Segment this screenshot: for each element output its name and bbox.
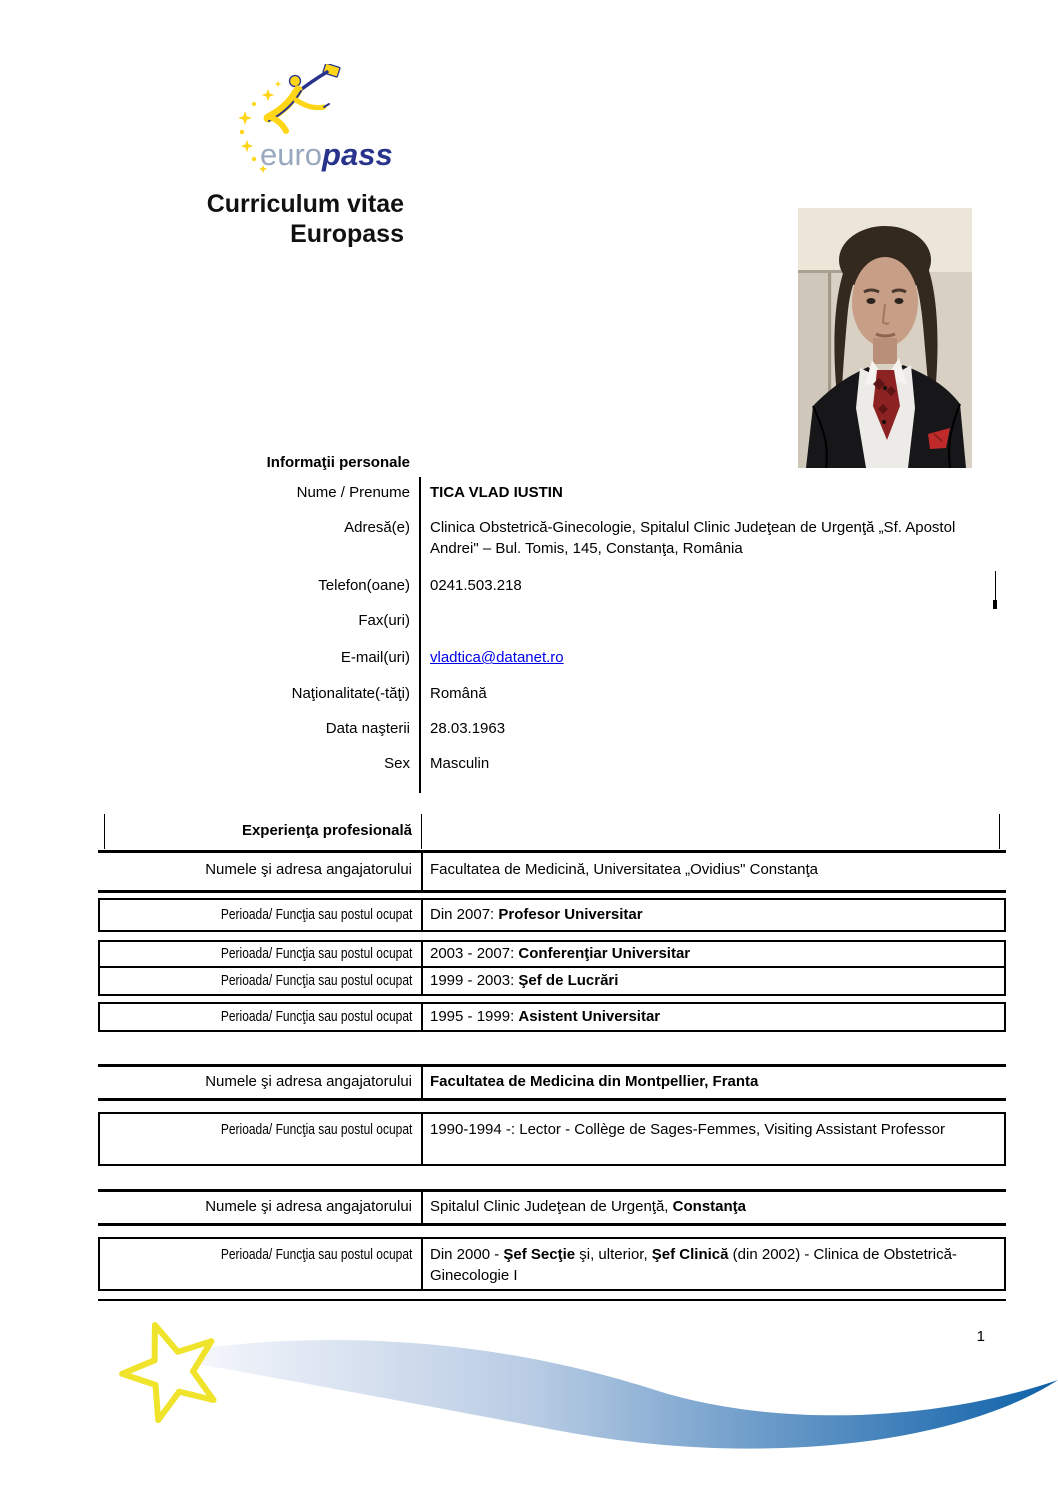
employer-label-1: Numele şi adresa angajatorului xyxy=(205,861,412,878)
field-value-sex: Masculin xyxy=(430,755,490,772)
field-value-address: Clinica Obstetrică-Ginecologie, Spitalul Clinic Judeţean de Urgenţă „Sf. Apostol Andrei" – Bul. Tomis, 145, Constanţa, România xyxy=(430,519,956,557)
period-label: Perioada/ Funcţia sau postul ocupat xyxy=(220,906,412,923)
title-line-2: Europass xyxy=(290,220,404,248)
period-row-box-2-3 xyxy=(98,940,1006,996)
table-rule xyxy=(98,1098,1006,1101)
period-row-box-6 xyxy=(98,1237,1006,1291)
field-value-nationality: Română xyxy=(430,685,487,702)
field-label-birthdate: Data naşterii xyxy=(325,720,410,737)
period-row-box-4 xyxy=(98,1002,1006,1032)
personal-info-column-divider xyxy=(419,477,421,793)
section-title-personal-info: Informaţii personale xyxy=(266,454,410,471)
field-value-birthdate: 28.03.1963 xyxy=(430,720,506,737)
period-row-divider xyxy=(421,1114,423,1164)
period-label: Perioada/ Funcţia sau postul ocupat xyxy=(220,945,412,962)
period-row-divider xyxy=(421,900,423,930)
text-cursor-mark-foot xyxy=(993,600,997,609)
period-value-5: 1990-1994 -: Lector - Collège de Sages-Femmes, Visiting Assistant Professor xyxy=(430,1121,945,1138)
footer-star-icon xyxy=(122,1325,213,1420)
table-rule-bottom xyxy=(98,1299,1006,1301)
employer-row-divider-2 xyxy=(421,1067,423,1098)
period-row-box-5 xyxy=(98,1112,1006,1166)
field-label-sex: Sex xyxy=(384,755,410,772)
portrait-photo xyxy=(798,208,972,468)
experience-header-divider xyxy=(421,814,422,849)
table-rule xyxy=(98,1064,1006,1067)
section-title-experience: Experienţa profesională xyxy=(241,822,412,839)
period-row-divider xyxy=(421,1004,423,1030)
table-rule xyxy=(98,850,1006,853)
title-line-1: Curriculum vitae xyxy=(206,190,404,218)
employer-row-divider-1 xyxy=(421,853,423,890)
period-value-3: 1999 - 2003: Şef de Lucrări xyxy=(430,972,619,989)
period-value-6: Din 2000 - Şef Secţie şi, ulterior, Şef Clinică (din 2002) - Clinica de Obstetrică-Ginecologie I xyxy=(430,1246,957,1284)
page-number: 1 xyxy=(976,1328,985,1345)
field-label-email: E-mail(uri) xyxy=(340,649,410,666)
logo-wordmark: europass xyxy=(260,137,393,172)
field-label-name: Nume / Prenume xyxy=(296,484,410,501)
period-label: Perioada/ Funcţia sau postul ocupat xyxy=(220,1246,412,1263)
field-value-phone: 0241.503.218 xyxy=(430,577,522,594)
period-row-box-1 xyxy=(98,898,1006,932)
period-row-divider xyxy=(421,1239,423,1289)
field-value-name: TICA VLAD IUSTIN xyxy=(430,484,563,501)
field-label-fax: Fax(uri) xyxy=(358,612,410,629)
period-label: Perioada/ Funcţia sau postul ocupat xyxy=(220,972,412,989)
logo-leaping-figure-icon xyxy=(268,64,340,131)
experience-header-right-border xyxy=(999,814,1000,849)
field-label-nationality: Naţionalitate(-tăţi) xyxy=(291,685,410,702)
period-value-1: Din 2007: Profesor Universitar xyxy=(430,906,643,923)
footer-wave-decoration xyxy=(55,1318,1058,1490)
period-value-2: 2003 - 2007: Conferenţiar Universitar xyxy=(430,945,691,962)
document-title xyxy=(150,189,404,249)
text-cursor-mark xyxy=(995,571,996,601)
period-value-4: 1995 - 1999: Asistent Universitar xyxy=(430,1008,661,1025)
email-link[interactable]: vladtica@datanet.ro xyxy=(430,649,564,666)
employer-label-3: Numele şi adresa angajatorului xyxy=(205,1198,412,1215)
period-row-divider xyxy=(421,942,423,994)
table-rule xyxy=(98,890,1006,893)
table-rule xyxy=(98,1189,1006,1192)
employer-value-2: Facultatea de Medicina din Montpellier, Franta xyxy=(430,1073,759,1090)
europass-logo-graphic xyxy=(232,64,402,176)
table-rule xyxy=(98,1223,1006,1226)
period-label: Perioada/ Funcţia sau postul ocupat xyxy=(220,1008,412,1025)
wave-swoosh xyxy=(150,1340,1058,1449)
field-label-phone: Telefon(oane) xyxy=(318,577,410,594)
employer-label-2: Numele şi adresa angajatorului xyxy=(205,1073,412,1090)
employer-row-divider-3 xyxy=(421,1192,423,1223)
field-label-address: Adresă(e) xyxy=(344,519,410,536)
europass-logo xyxy=(232,64,402,176)
employer-value-1: Facultatea de Medicină, Universitatea „Ovidius" Constanţa xyxy=(430,861,819,878)
employer-value-3: Spitalul Clinic Judeţean de Urgenţă, Constanţa xyxy=(430,1198,746,1215)
period-label: Perioada/ Funcţia sau postul ocupat xyxy=(220,1121,412,1138)
table-rule xyxy=(100,966,1004,968)
